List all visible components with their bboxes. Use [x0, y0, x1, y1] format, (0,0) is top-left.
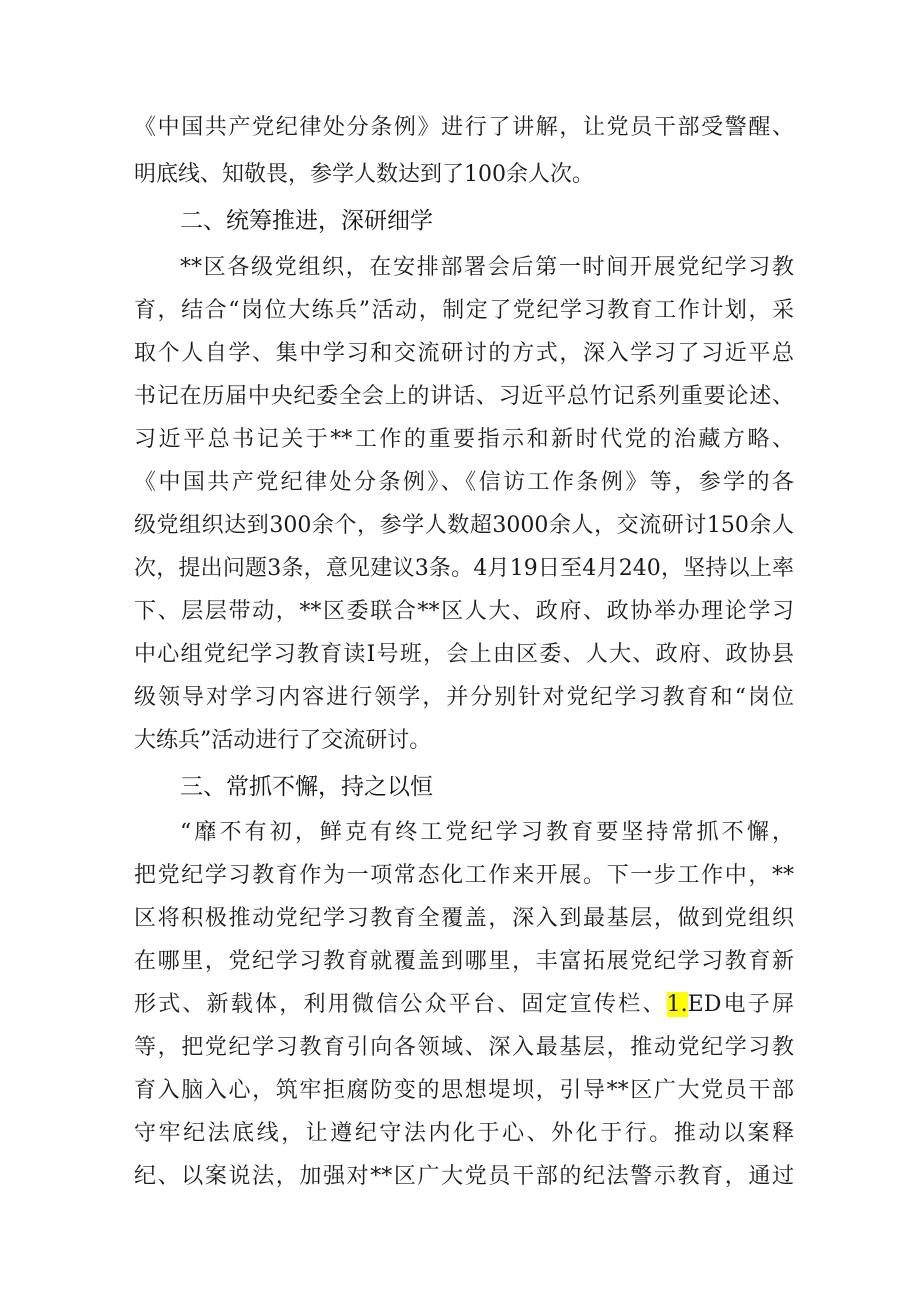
paragraph-line: 书记在历届中央纪委全会上的讲话、习近平总竹记系列重要论述、 — [134, 384, 794, 409]
paragraph-line: 级党组织达到300余个，参学人数超3000余人，交流研讨150余人 — [134, 513, 794, 538]
paragraph-line: 守牢纪法底线，让遵纪守法内化于心、外化于行。推动以案释 — [134, 1121, 794, 1146]
paragraph-line: 《中国共产党纪律处分条例》进行了讲解，让党员干部受警醒、 — [134, 115, 794, 140]
paragraph-line: “靡不有初，鲜克有终工党纪学习教育要坚持常抓不懈， — [180, 820, 794, 845]
paragraph-line: 等，把党纪学习教育引向各领域、深入最基层，推动党纪学习教 — [134, 1035, 794, 1060]
paragraph-line: 把党纪学习教育作为一项常态化工作来开展。下一步工作中，** — [134, 863, 794, 888]
section-heading-3: 三、常抓不懈，持之以恒 — [180, 774, 433, 800]
paragraph-line-highlighted — [134, 990, 794, 1020]
paragraph-line: 次，提出问题3条，意见建议3条。4月19日至4月240，坚持以上率 — [134, 556, 794, 581]
paragraph-line: 《中国共产党纪律处分条例》、《信访工作条例》等，参学的各 — [134, 470, 794, 495]
paragraph-line: 纪、以案说法，加强对**区广大党员干部的纪法警示教育，通过 — [134, 1164, 794, 1189]
paragraph-line: 习近平总书记关于**工作的重要指示和新时代党的治藏方略、 — [134, 427, 794, 452]
line-text-after: ED电子屏 — [687, 992, 794, 1017]
paragraph-line: 取个人自学、集中学习和交流研讨的方式，深入学习了习近平总 — [134, 341, 794, 366]
paragraph-line: 中心组党纪学习教育读I号班，会上由区委、人大、政府、政协县 — [134, 642, 794, 667]
paragraph-line: 区将积极推动党纪学习教育全覆盖，深入到最基层，做到党组织 — [134, 906, 794, 931]
paragraph-line: 育，结合“岗位大练兵”活动，制定了党纪学习教育工作计划，采 — [134, 298, 794, 323]
paragraph-line: **区各级党组织，在安排部署会后第一时间开展党纪学习教 — [180, 255, 794, 280]
paragraph-line: 明底线、知敬畏，参学人数达到了100余人次。 — [134, 162, 594, 187]
section-heading-2: 二、统筹推进，深研细学 — [180, 208, 433, 234]
paragraph-line: 大练兵”活动进行了交流研讨。 — [134, 728, 432, 753]
paragraph-line: 下、层层带动，**区委联合**区人大、政府、政协举办理论学习 — [134, 599, 794, 624]
paragraph-line: 育入脑入心，筑牢拒腐防变的思想堤坝，引导**区广大党员干部 — [134, 1078, 794, 1103]
highlighted-text: 1. — [666, 992, 688, 1017]
paragraph-line: 在哪里，党纪学习教育就覆盖到哪里，丰富拓展党纪学习教育新 — [134, 949, 794, 974]
line-text-before: 形式、新载体，利用微信公众平台、固定宣传栏、 — [134, 992, 667, 1017]
paragraph-line: 级领导对学习内容进行领学，并分别针对党纪学习教育和“岗位 — [134, 685, 794, 710]
